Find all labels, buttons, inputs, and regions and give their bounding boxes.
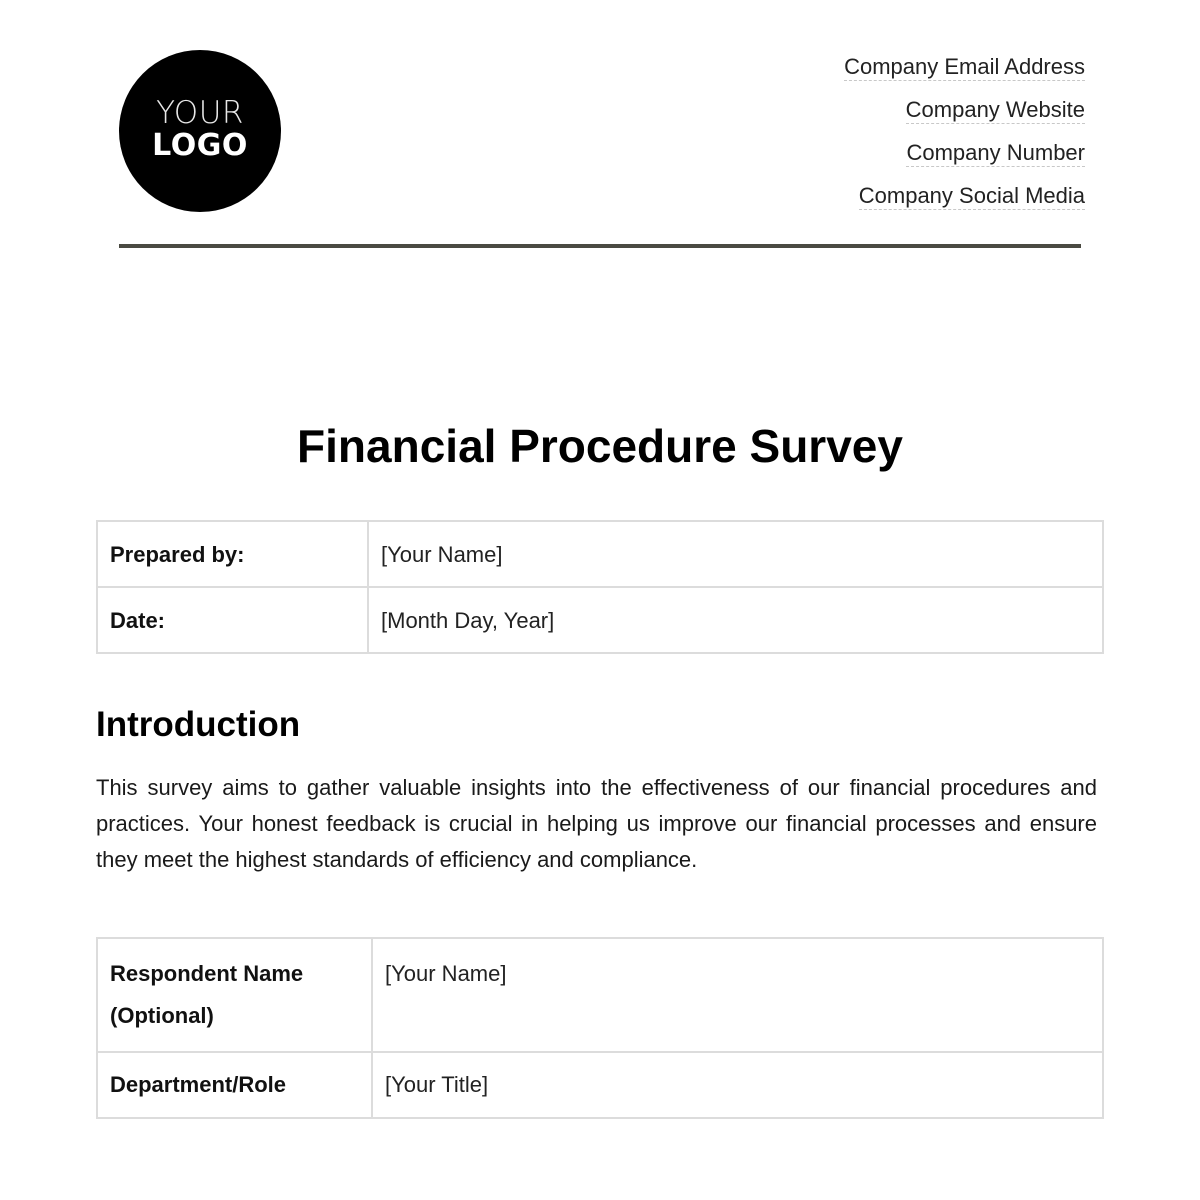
company-contact-block [844, 54, 1085, 226]
meta-table [96, 520, 1104, 654]
respondent-table [96, 937, 1104, 1119]
respondent-name-value[interactable]: [Your Name] [372, 938, 1103, 1052]
date-value[interactable]: [Month Day, Year] [368, 587, 1103, 653]
company-number[interactable]: Company Number [906, 140, 1085, 165]
company-logo [119, 50, 281, 212]
introduction-paragraph: This survey aims to gather valuable insights into the effectiveness of our financial procedures and practices. Your honest feedback is crucial in helping us improve our financial processes and ensure they meet the highest standards of efficiency and compliance. [96, 775, 1097, 872]
table-row [97, 521, 1103, 587]
company-social-media[interactable]: Company Social Media [858, 183, 1085, 208]
company-website[interactable]: Company Website [905, 97, 1085, 122]
prepared-by-label: Prepared by: [97, 521, 368, 587]
prepared-by-value[interactable]: [Your Name] [368, 521, 1103, 587]
logo-line-your: YOUR [156, 94, 244, 131]
department-role-value[interactable]: [Your Title] [372, 1052, 1103, 1118]
table-row [97, 938, 1103, 1052]
date-label: Date: [97, 587, 368, 653]
department-role-label: Department/Role [97, 1052, 372, 1118]
introduction-heading: Introduction [96, 705, 301, 744]
document-title: Financial Procedure Survey [297, 420, 903, 472]
company-email[interactable]: Company Email Address [844, 54, 1085, 79]
table-row [97, 587, 1103, 653]
table-row [97, 1052, 1103, 1118]
header-divider [119, 244, 1081, 248]
logo-line-logo: LOGO [152, 127, 248, 163]
respondent-name-label: Respondent Name (Optional) [97, 938, 372, 1052]
